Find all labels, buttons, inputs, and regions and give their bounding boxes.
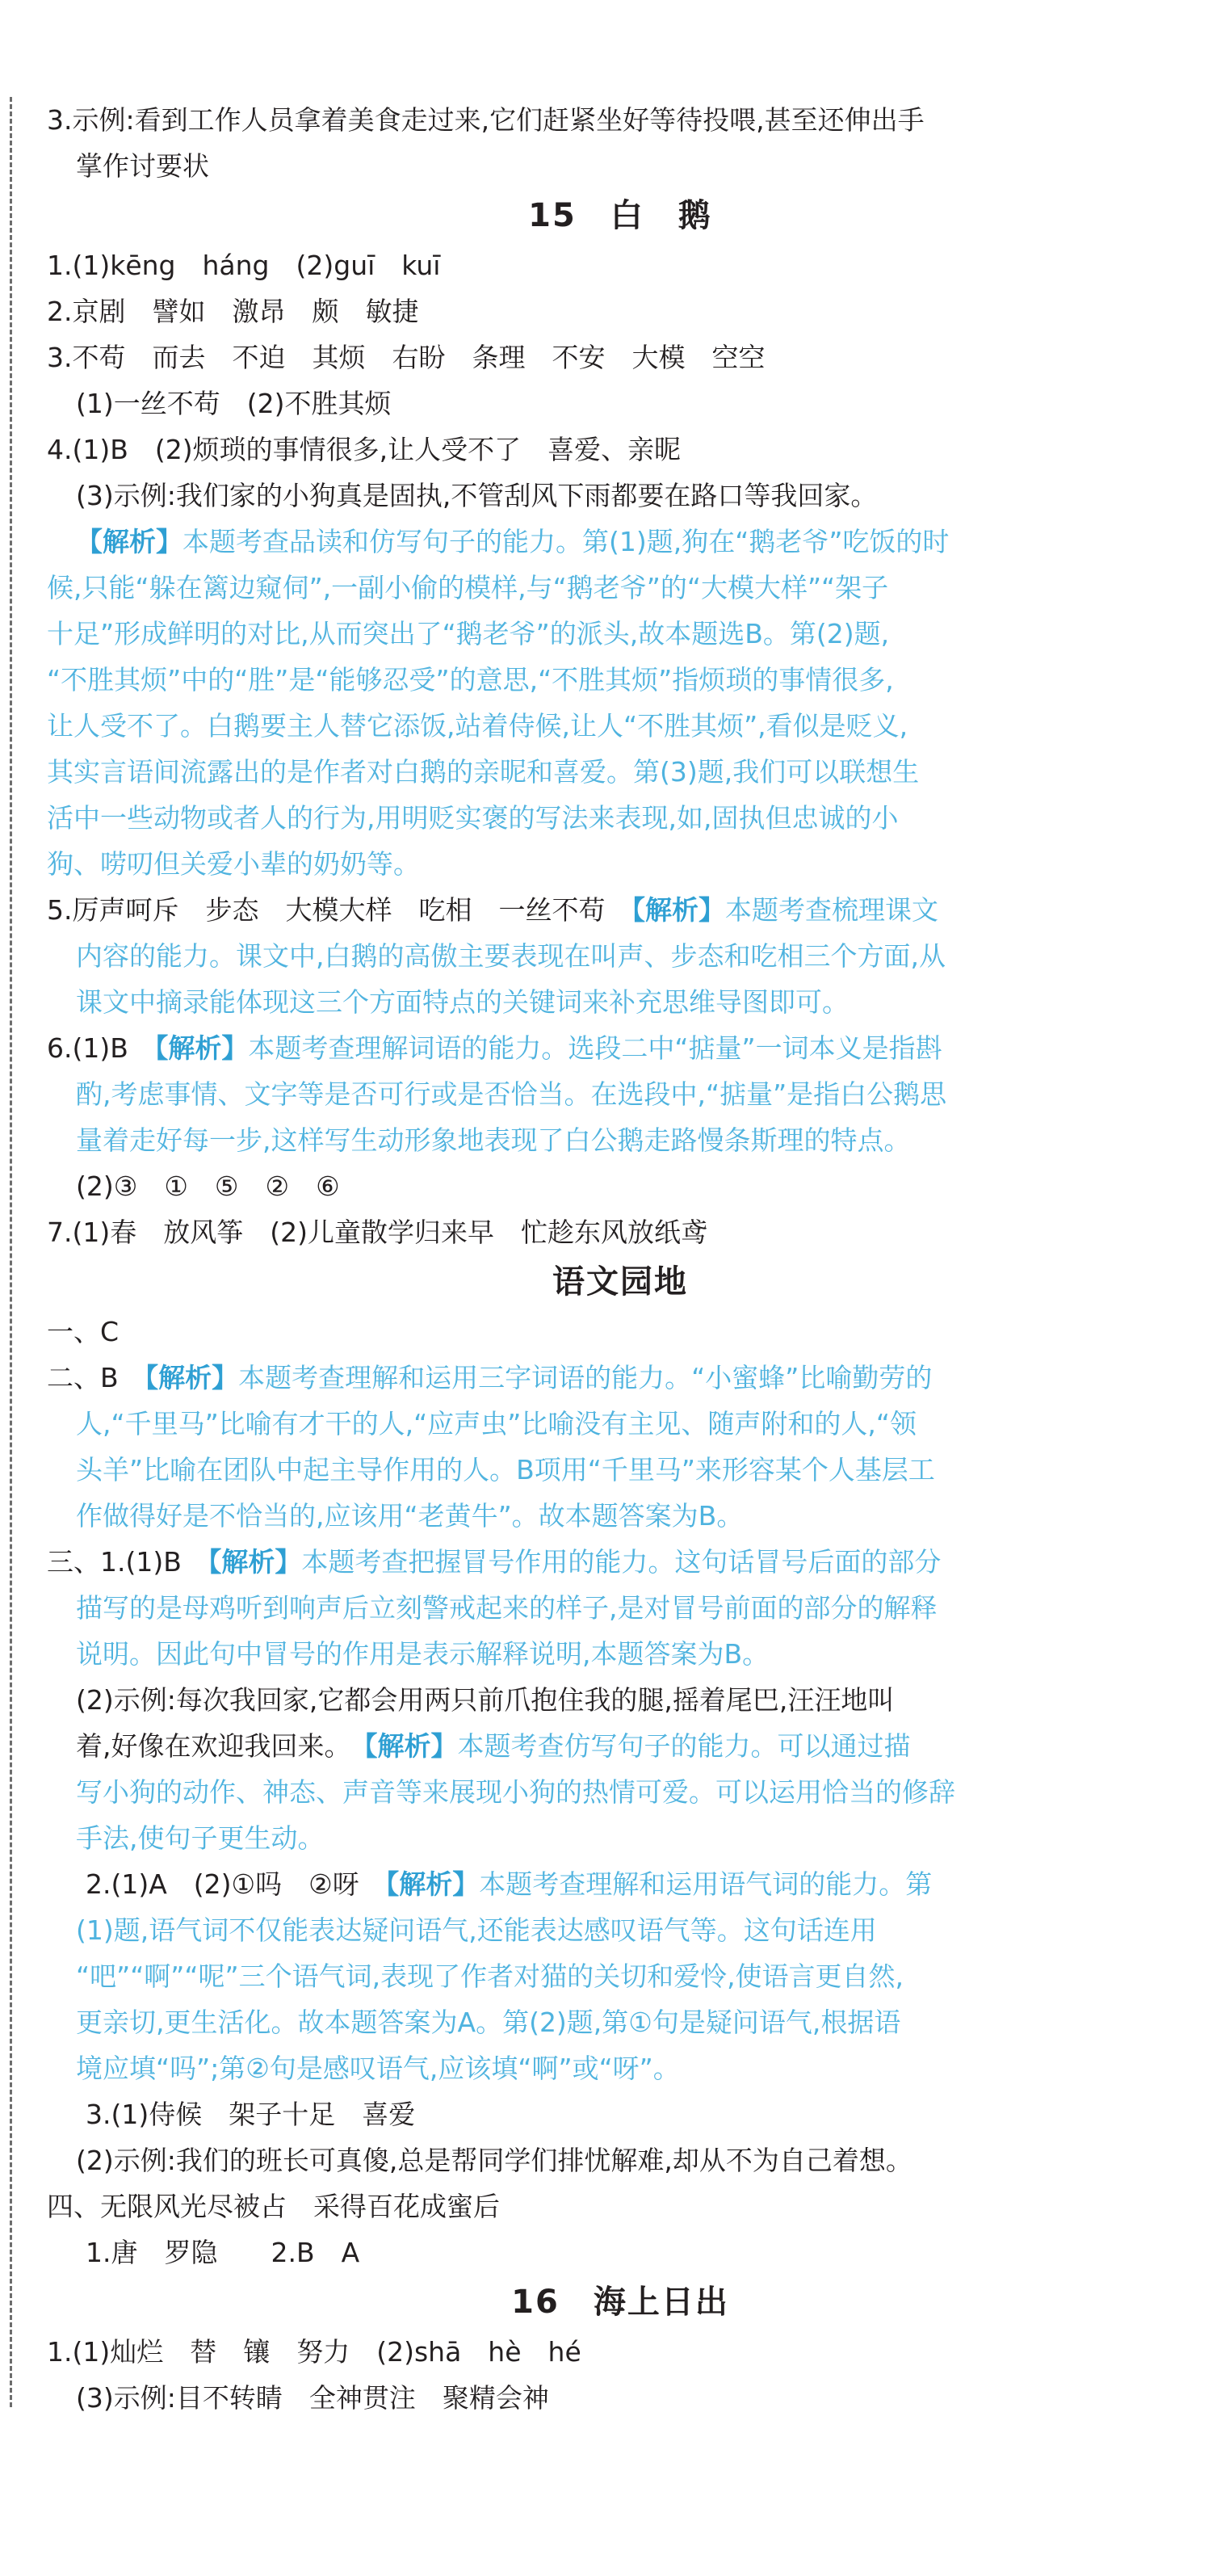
explanation-line: 头羊”比喻在团队中起主导作用的人。B项用“千里马”来形容某个人基层工 [76,1454,935,1486]
explanation-tag: 【解析】 [76,526,182,557]
explanation-line: 境应填“吗”;第②句是感叹语气,应该填“啊”或“呀”。 [76,2053,680,2084]
explanation-text: 本题考查理解词语的能力。选段二中“掂量”一词本义是指斟 [248,1032,942,1064]
explanation-text: 本题考查品读和仿写句子的能力。第(1)题,狗在“鹅老爷”吃饭的时 [182,526,950,557]
explanation-tag: 【解析】 [385,1868,480,1900]
answer-text: 着,好像在欢迎我回来。 [76,1730,364,1762]
answer-line: (2)③ ① ⑤ ② ⑥ [76,1170,340,1202]
explanation-text: 本题考查理解和运用三字词语的能力。“小蜜蜂”比喻勤劳的 [238,1362,933,1393]
explanation-line: 写小狗的动作、神态、声音等来展现小狗的热情可爱。可以运用恰当的修辞 [76,1776,955,1808]
explanation-line: “吧”“啊”“呢”三个语气词,表现了作者对猫的关切和爱怜,使语言更自然, [76,1960,904,1992]
explanation-line: 候,只能“躲在篱边窥伺”,一副小偷的模样,与“鹅老爷”的“大模大样”“架子 [47,572,889,603]
answer-page [47,97,1194,2421]
explanation-line: 说明。因此句中冒号的作用是表示解释说明,本题答案为B。 [76,1638,770,1670]
explanation-line: 课文中摘录能体现这三个方面特点的关键词来补充思维导图即可。 [76,986,849,1018]
explanation-line: 量着走好每一步,这样写生动形象地表现了白公鹅走路慢条斯理的特点。 [76,1124,911,1156]
answer-with-explanation [47,1861,1194,1907]
explanation-tag: 【解析】 [154,1032,249,1064]
answer-line: 1.(1)灿烂 替 镶 努力 (2)shā hè hé [47,2336,581,2368]
explanation-line: 人,“千里马”比喻有才干的人,“应声虫”比喻没有主见、随声附和的人,“领 [76,1408,917,1439]
cut-line [10,97,12,2407]
answer-line: (2)示例:每次我回家,它都会用两只前爪抱住我的腿,摇着尾巴,汪汪地叫 [76,1684,895,1716]
answer-line: (1)一丝不苟 (2)不胜其烦 [76,388,392,419]
explanation-line: 描写的是母鸡听到响声后立刻警戒起来的样子,是对冒号前面的部分的解释 [76,1592,938,1624]
explanation-line: 十足”形成鲜明的对比,从而突出了“鹅老爷”的派头,故本题选B。第(2)题, [47,618,890,649]
explanation-line: 狗、唠叨但关爱小辈的奶奶等。 [47,848,420,880]
answer-text: 2.(1)A (2)①吗 ②呀 [86,1868,386,1900]
explanation-line: 活中一些动物或者人的行为,用明贬实褒的写法来表现,如,固执但忠诚的小 [47,802,899,834]
answer-with-explanation [47,887,1194,933]
explanation-tag: 【解析】 [145,1362,239,1393]
answer-text: 三、1.(1)B [47,1546,208,1578]
section-title: 语文园地 [552,1263,688,1301]
section-title: 15 白 鹅 [528,197,712,234]
explanation-text: 本题考查梳理课文 [725,894,938,926]
explanation-text: 本题考查仿写句子的能力。可以通过描 [457,1730,911,1762]
explanation-tag: 【解析】 [208,1546,302,1578]
answer-line: 掌作讨要状 [76,150,209,182]
answer-line: 一、C [47,1316,120,1347]
explanation-line: 手法,使句子更生动。 [76,1822,325,1854]
explanation-line: 内容的能力。课文中,白鹅的高傲主要表现在叫声、步态和吃相三个方面,从 [76,940,946,972]
explanation-tag: 【解析】 [631,894,725,926]
explanation-line: “不胜其烦”中的“胜”是“能够忍受”的意思,“不胜其烦”指烦琐的事情很多, [47,664,894,695]
answer-line: 四、无限风光尽被占 采得百花成蜜后 [47,2191,500,2222]
explanation-text: 本题考查把握冒号作用的能力。这句话冒号后面的部分 [301,1546,942,1578]
explanation-line: 酌,考虑事情、文字等是否可行或是否恰当。在选段中,“掂量”是指白公鹅思 [76,1078,947,1110]
answer-text: 二、B [47,1362,145,1393]
answer-line: 3.不苟 而去 不迫 其烦 右盼 条理 不安 大模 空空 [47,342,766,373]
explanation-line: 让人受不了。白鹅要主人替它添饭,站着侍候,让人“不胜其烦”,看似是贬义, [47,710,908,742]
answer-line: 3.(1)侍候 架子十足 喜爱 [86,2099,416,2130]
section-title: 16 海上日出 [511,2284,729,2321]
answer-with-explanation [47,519,1194,565]
explanation-line: 作做得好是不恰当的,应该用“老黄牛”。故本题答案为B。 [76,1500,744,1532]
answer-line: 1.(1)kēng háng (2)guī kuī [47,250,441,281]
explanation-tag: 【解析】 [364,1730,458,1762]
answer-with-explanation [47,1723,1194,1769]
answer-text: 6.(1)B [47,1032,155,1064]
answer-with-explanation [47,1539,1194,1585]
answer-line: 3.示例:看到工作人员拿着美食走过来,它们赶紧坐好等待投喂,甚至还伸出手 [47,104,925,136]
answer-line: 2.京剧 譬如 激昂 颇 敏捷 [47,296,419,327]
explanation-line: 更亲切,更生活化。故本题答案为A。第(2)题,第①句是疑问语气,根据语 [76,2007,901,2038]
explanation-text: 本题考查理解和运用语气词的能力。第 [479,1868,933,1900]
answer-line: 1.唐 罗隐 2.B A [86,2237,360,2268]
answer-line: 4.(1)B (2)烦琐的事情很多,让人受不了 喜爱、亲昵 [47,434,682,465]
answer-line: (2)示例:我们的班长可真傻,总是帮同学们排忧解难,却从不为自己着想。 [76,2145,912,2176]
answer-line: (3)示例:我们家的小狗真是固执,不管刮风下雨都要在路口等我回家。 [76,480,878,511]
explanation-line: (1)题,语气词不仅能表达疑问语气,还能表达感叹语气等。这句话连用 [76,1914,877,1946]
answer-with-explanation [47,1355,1194,1401]
answer-line: 7.(1)春 放风筝 (2)儿童散学归来早 忙趁东风放纸鸢 [47,1217,707,1248]
answer-line: (3)示例:目不转睛 全神贯注 聚精会神 [76,2382,549,2414]
explanation-line: 其实言语间流露出的是作者对白鹅的亲昵和喜爱。第(3)题,我们可以联想生 [47,756,920,788]
answer-text: 5.厉声呵斥 步态 大模大样 吃相 一丝不苟 [47,894,632,926]
answer-with-explanation [47,1025,1194,1071]
